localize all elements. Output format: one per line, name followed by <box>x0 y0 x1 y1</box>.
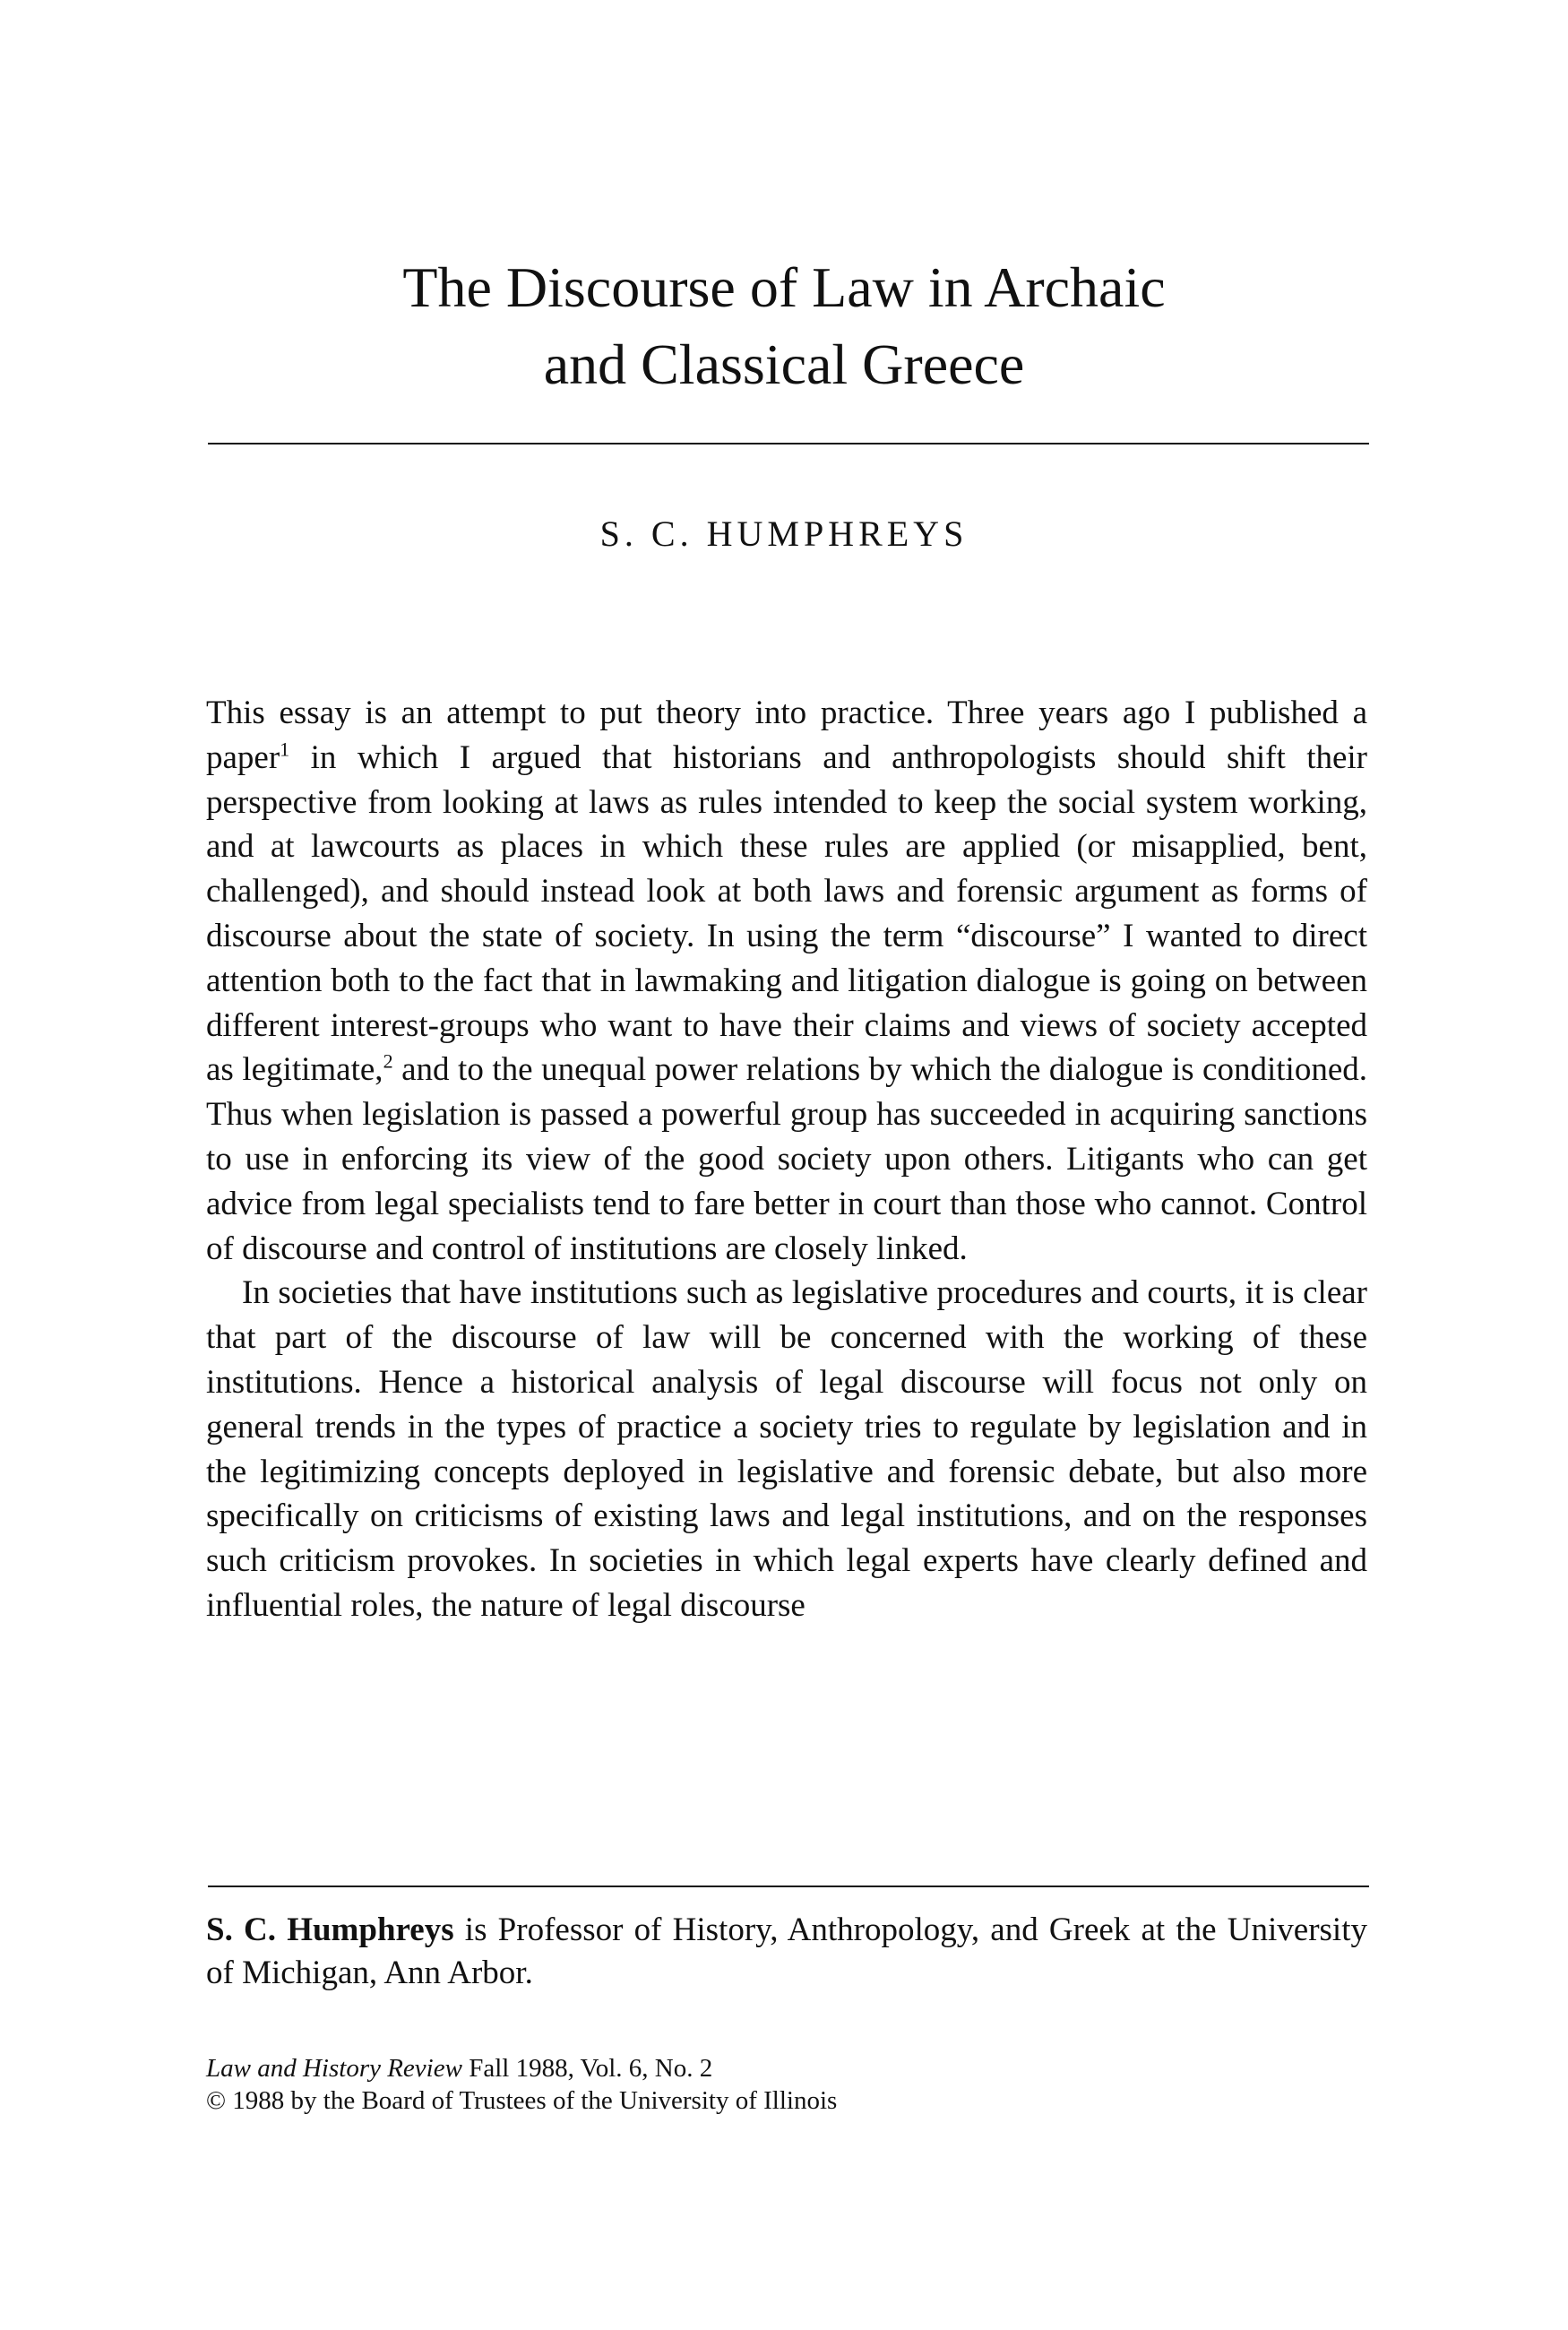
paragraph-1 <box>206 691 1367 1271</box>
title-line-2: and Classical Greece <box>543 332 1025 396</box>
author-note-affiliation: is Professor of History, Anthropology, and Greek at the University of Michigan, Ann Arbor. <box>206 1911 1367 1991</box>
title-line-1: The Discourse of Law in Archaic <box>402 255 1166 319</box>
title-divider <box>208 443 1369 444</box>
article-title <box>0 249 1568 403</box>
copyright-line: © 1988 by the Board of Trustees of the University of Illinois <box>206 2086 838 2115</box>
journal-issue-line <box>206 2052 1367 2084</box>
paragraph-1-part-b: in which I argued that historians and anthropologists should shift their perspective from looking at laws as rules intended to keep the social system working, and at lawcourts as places in which these rules are applied (or misapplied, bent, challenged), and should instead look at both laws and forensic argument as forms of discourse about the state of society. In using the term “discourse” I wanted to direct attention both to the fact that in lawmaking and litigation dialogue is going on between different interest-groups who want to have their claims and views of society accepted as legitimate, <box>206 738 1367 1089</box>
article-body <box>206 691 1367 1628</box>
author-note <box>206 1909 1367 1995</box>
footnote-divider <box>208 1886 1369 1887</box>
paragraph-1-part-c: and to the unequal power relations by which the dialogue is conditioned. Thus when legislation is passed a powerful group has succeeded in acquiring sanctions to use in enforcing its view of the good society upon others. Litigants who can get advice from legal specialists tend to fare better in court than those who cannot. Control of discourse and control of institutions are closely linked. <box>206 1051 1367 1267</box>
paragraph-2: In societies that have institutions such as legislative procedures and courts, it is clear that part of the discourse of law will be concerned with the working of these institutions. Hence a historical analysis of legal discourse will focus not only on general trends in the types of practice a society tries to regulate by legislation and in the legitimizing concepts deployed in legislative and forensic debate, but also more specifically on criticisms of existing laws and legal institutions, and on the responses such criticism provokes. In societies in which legal experts have clearly defined and influential roles, the nature of legal discourse <box>206 1274 1367 1624</box>
author-byline: S. C. HUMPHREYS <box>599 513 969 554</box>
journal-citation <box>206 2052 1367 2117</box>
paragraph-1-part-a: This essay is an attempt to put theory into practice. Three years ago I published a paper <box>206 695 1367 776</box>
journal-name: Law and History Review <box>206 2054 462 2083</box>
author-note-name: S. C. Humphreys <box>206 1911 454 1948</box>
journal-issue: Fall 1988, Vol. 6, No. 2 <box>461 2054 713 2083</box>
footnote-ref-2[interactable]: 2 <box>383 1050 393 1074</box>
footnote-ref-1[interactable]: 1 <box>280 738 290 761</box>
